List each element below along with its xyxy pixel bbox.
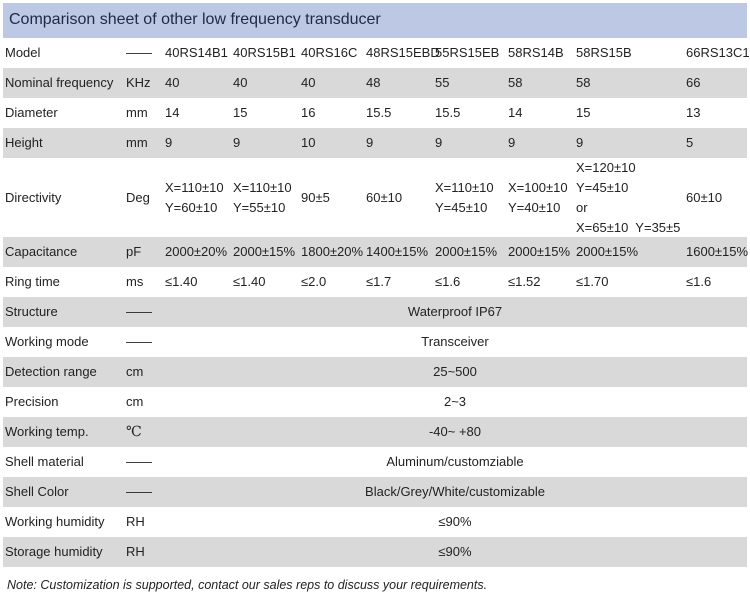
row-unit: cm bbox=[126, 364, 144, 379]
row-label: Height bbox=[5, 135, 43, 150]
row-unit: KHz bbox=[126, 75, 151, 90]
table-cell: 90±5 bbox=[301, 189, 330, 205]
row-unit: —— bbox=[126, 484, 152, 499]
table-cell: ≤1.6 bbox=[435, 274, 461, 289]
table-cell: 9 bbox=[435, 135, 443, 150]
table-cell: 2000±20% bbox=[165, 244, 228, 259]
table-cell: 1800±20% bbox=[301, 244, 364, 259]
table-cell bbox=[576, 158, 680, 237]
cell-line: Y=45±10 bbox=[576, 179, 629, 195]
table-cell: 10 bbox=[301, 135, 316, 150]
model-header: 40RS14B1 bbox=[165, 45, 228, 60]
model-header: 58RS14B bbox=[508, 45, 564, 60]
table-cell: 58 bbox=[508, 75, 523, 90]
cell-line: X=110±10 bbox=[435, 179, 494, 195]
table-cell: 1400±15% bbox=[366, 244, 429, 259]
table-cell: 40 bbox=[301, 75, 316, 90]
table-cell: 9 bbox=[233, 135, 241, 150]
table-cell: ≤2.0 bbox=[301, 274, 327, 289]
table-cell: 15 bbox=[233, 105, 248, 120]
table-row bbox=[3, 417, 747, 447]
row-unit: cm bbox=[126, 394, 144, 409]
table-cell: 9 bbox=[366, 135, 374, 150]
row-unit: —— bbox=[126, 304, 152, 319]
table-cell bbox=[165, 158, 224, 237]
cell-line: X=65±10 Y=35±5 bbox=[576, 219, 681, 235]
table-cell: 48 bbox=[366, 75, 381, 90]
model-header: 55RS15EB bbox=[435, 45, 500, 60]
table-cell: 2000±15% bbox=[435, 244, 498, 259]
table-cell: 15.5 bbox=[366, 105, 392, 120]
model-header: 58RS15B bbox=[576, 45, 632, 60]
table-row bbox=[3, 507, 747, 537]
cell-line: Y=60±10 bbox=[165, 199, 218, 215]
table-cell: ≤1.7 bbox=[366, 274, 392, 289]
title-bar bbox=[3, 3, 747, 38]
merged-cell: Black/Grey/White/customizable bbox=[365, 484, 545, 499]
row-unit: Deg bbox=[126, 189, 150, 205]
table-cell: 9 bbox=[165, 135, 173, 150]
table-cell: 58 bbox=[576, 75, 591, 90]
footnote: Note: Customization is supported, contact our sales reps to discuss your requirements. bbox=[7, 578, 488, 592]
table-row bbox=[3, 447, 747, 477]
merged-cell: 25~500 bbox=[433, 364, 477, 379]
table-row bbox=[3, 98, 747, 128]
table-cell: ≤1.40 bbox=[233, 274, 266, 289]
spec-table bbox=[3, 38, 750, 567]
table-cell: 16 bbox=[301, 105, 316, 120]
table-cell: 2000±15% bbox=[576, 244, 639, 259]
table-cell: 2000±15% bbox=[508, 244, 571, 259]
header-label: Model bbox=[5, 45, 41, 60]
row-unit: mm bbox=[126, 105, 148, 120]
table-row bbox=[3, 128, 747, 158]
row-label: Shell material bbox=[5, 454, 84, 469]
merged-cell: Waterproof IP67 bbox=[407, 304, 503, 319]
cell-line: Y=55±10 bbox=[233, 199, 286, 215]
table-cell: ≤1.52 bbox=[508, 274, 541, 289]
table-cell: 1600±15% bbox=[686, 244, 749, 259]
model-header: 40RS16C bbox=[301, 45, 358, 60]
merged-cell: ≤90% bbox=[438, 514, 472, 529]
table-cell bbox=[508, 158, 568, 237]
table-cell: 9 bbox=[508, 135, 516, 150]
merged-cell: ≤90% bbox=[438, 544, 472, 559]
table-row bbox=[3, 387, 747, 417]
table-row bbox=[3, 68, 747, 98]
table-row bbox=[3, 357, 747, 387]
cell-line: Y=40±10 bbox=[508, 199, 561, 215]
model-header: 48RS15EBD bbox=[366, 45, 440, 60]
header-unit: —— bbox=[126, 45, 152, 60]
row-label: Detection range bbox=[5, 364, 97, 379]
table-row bbox=[3, 267, 747, 297]
row-label: Storage humidity bbox=[5, 544, 103, 559]
table-cell: 66 bbox=[686, 75, 701, 90]
sheet-title: Comparison sheet of other low frequency transducer bbox=[9, 11, 381, 28]
row-label: Shell Color bbox=[5, 484, 69, 499]
table-row bbox=[3, 477, 747, 507]
row-unit: ℃ bbox=[126, 424, 142, 440]
row-label: Structure bbox=[5, 304, 58, 319]
table-cell: 5 bbox=[686, 135, 694, 150]
table-cell bbox=[233, 158, 292, 237]
merged-cell: Aluminum/customziable bbox=[386, 454, 524, 469]
table-cell: 60±10 bbox=[366, 189, 403, 205]
merged-cell: Transceiver bbox=[421, 334, 489, 349]
row-unit: pF bbox=[126, 244, 142, 259]
row-label: Capacitance bbox=[5, 244, 78, 259]
row-unit: RH bbox=[126, 514, 145, 529]
row-unit: ms bbox=[126, 274, 144, 289]
table-cell: 55 bbox=[435, 75, 450, 90]
table-cell: 15.5 bbox=[435, 105, 461, 120]
table-cell: 60±10 bbox=[686, 189, 723, 205]
row-label: Directivity bbox=[5, 189, 62, 205]
merged-cell: -40~ +80 bbox=[428, 424, 482, 439]
table-cell: 2000±15% bbox=[233, 244, 296, 259]
table-row bbox=[3, 297, 747, 327]
table-cell: 14 bbox=[165, 105, 180, 120]
row-label: Diameter bbox=[5, 105, 58, 120]
row-label: Ring time bbox=[5, 274, 60, 289]
cell-line: X=110±10 bbox=[165, 179, 224, 195]
table-row bbox=[3, 537, 747, 567]
model-header: 40RS15B1 bbox=[233, 45, 296, 60]
model-header: 66RS13C1 bbox=[686, 45, 750, 60]
row-label: Working temp. bbox=[5, 424, 89, 439]
row-unit: RH bbox=[126, 544, 145, 559]
table-cell: ≤1.70 bbox=[576, 274, 609, 289]
table-row bbox=[3, 158, 747, 237]
table-cell bbox=[435, 158, 494, 237]
row-unit: —— bbox=[126, 334, 152, 349]
table-row bbox=[3, 237, 747, 267]
header-row bbox=[3, 38, 750, 68]
merged-cell: 2~3 bbox=[443, 394, 467, 409]
table-cell: 40 bbox=[233, 75, 248, 90]
table-cell: 14 bbox=[508, 105, 523, 120]
table-cell: 40 bbox=[165, 75, 180, 90]
table-cell: ≤1.6 bbox=[686, 274, 712, 289]
row-label: Nominal frequency bbox=[5, 75, 114, 90]
table-cell: 15 bbox=[576, 105, 591, 120]
row-unit: mm bbox=[126, 135, 148, 150]
row-unit: —— bbox=[126, 454, 152, 469]
row-label: Precision bbox=[5, 394, 59, 409]
cell-line: X=100±10 bbox=[508, 179, 568, 195]
cell-line: Y=45±10 bbox=[435, 199, 488, 215]
cell-line: or bbox=[576, 199, 588, 215]
table-cell: 9 bbox=[576, 135, 584, 150]
table-row bbox=[3, 327, 747, 357]
row-label: Working humidity bbox=[5, 514, 105, 529]
cell-line: X=110±10 bbox=[233, 179, 292, 195]
table-cell: 13 bbox=[686, 105, 701, 120]
table-cell: ≤1.40 bbox=[165, 274, 198, 289]
cell-line: X=120±10 bbox=[576, 159, 636, 175]
row-label: Working mode bbox=[5, 334, 89, 349]
